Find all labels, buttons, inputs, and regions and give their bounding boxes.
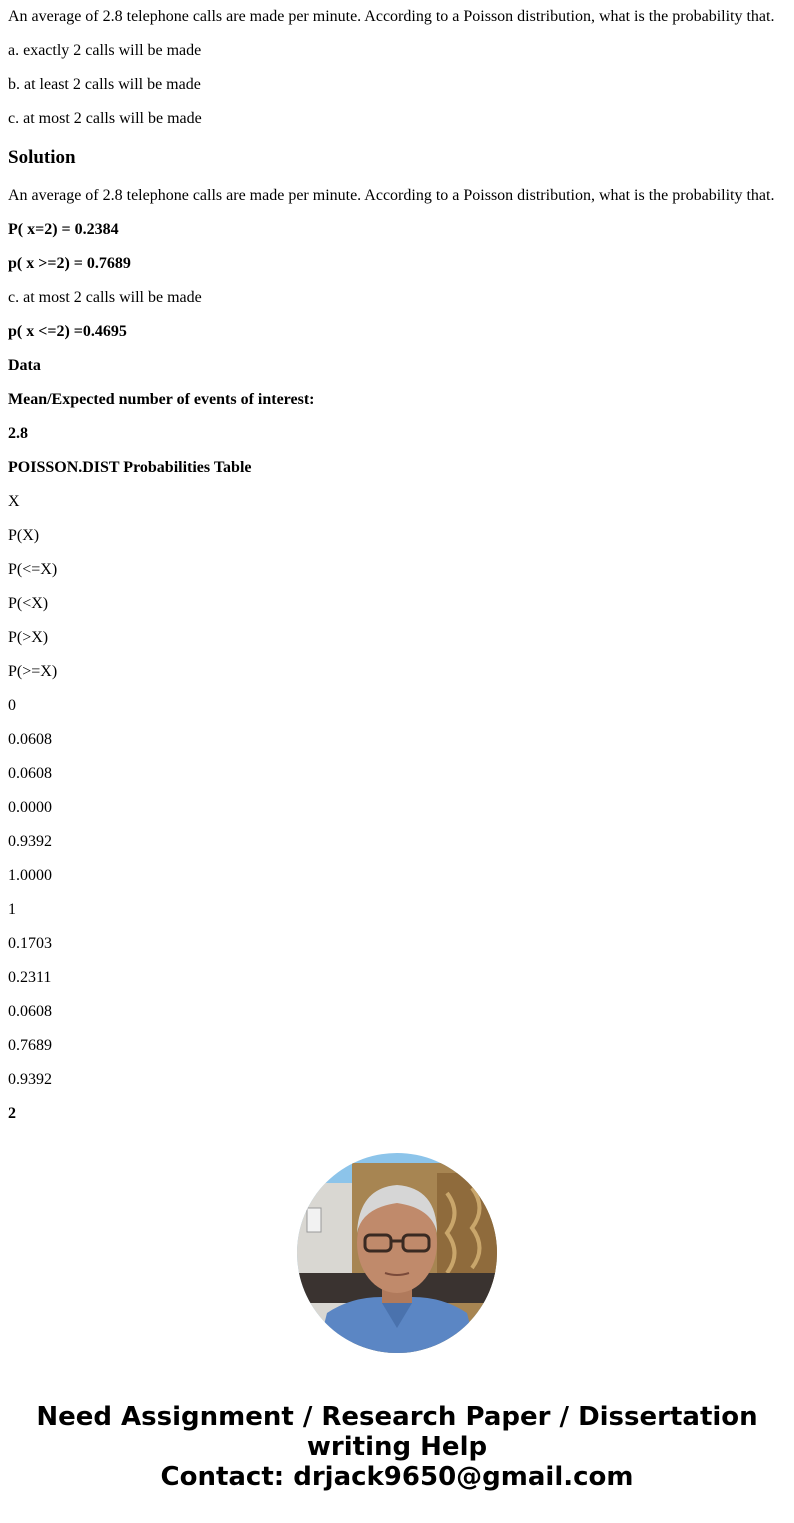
table-header-pge: P(>=X) xyxy=(8,663,58,680)
tutor-avatar xyxy=(297,1153,497,1353)
question-intro: An average of 2.8 telephone calls are made per minute. According to a Poisson distribution, what is the probability that. xyxy=(8,8,775,25)
table-cell: 0.0000 xyxy=(8,799,52,816)
table-cell: 0.9392 xyxy=(8,833,52,850)
table-cell: 0 xyxy=(8,697,16,714)
table-cell: 0.1703 xyxy=(8,935,52,952)
table-header-ple: P(<=X) xyxy=(8,561,58,578)
table-cell: 0.0608 xyxy=(8,765,52,782)
question-part-a: a. exactly 2 calls will be made xyxy=(8,42,202,59)
answer-b: p( x >=2) = 0.7689 xyxy=(8,255,131,272)
table-cell: 1 xyxy=(8,901,16,918)
mean-label: Mean/Expected number of events of interest: xyxy=(8,391,315,408)
banner-line-1: Need Assignment / Research Paper / Dissertation xyxy=(36,1402,758,1432)
table-header-x: X xyxy=(8,493,20,510)
table-cell: 0.0608 xyxy=(8,1003,52,1020)
table-cell: 2 xyxy=(8,1105,16,1122)
table-title: POISSON.DIST Probabilities Table xyxy=(8,459,252,476)
table-header-plt: P(<X) xyxy=(8,595,49,612)
table-cell: 0.9392 xyxy=(8,1071,52,1088)
solution-intro: An average of 2.8 telephone calls are made per minute. According to a Poisson distribution, what is the probability that. xyxy=(8,187,775,204)
table-cell: 0.2311 xyxy=(8,969,52,986)
table-header-px: P(X) xyxy=(8,527,40,544)
table-header-pgt: P(>X) xyxy=(8,629,49,646)
table-cell: 0.7689 xyxy=(8,1037,52,1054)
answer-c: p( x <=2) =0.4695 xyxy=(8,323,127,340)
question-part-b: b. at least 2 calls will be made xyxy=(8,76,201,93)
mean-value: 2.8 xyxy=(8,425,28,442)
data-label: Data xyxy=(8,357,41,374)
solution-part-c: c. at most 2 calls will be made xyxy=(8,289,202,306)
solution-heading: Solution xyxy=(8,147,76,168)
table-cell: 0.0608 xyxy=(8,731,52,748)
banner-contact: Contact: drjack9650@gmail.com xyxy=(160,1462,634,1492)
portrait-image xyxy=(297,1153,497,1353)
table-cell: 1.0000 xyxy=(8,867,52,884)
question-part-c: c. at most 2 calls will be made xyxy=(8,110,202,127)
banner-line-2: writing Help xyxy=(306,1432,488,1462)
answer-a: P( x=2) = 0.2384 xyxy=(8,221,119,238)
contact-banner xyxy=(0,1402,794,1492)
